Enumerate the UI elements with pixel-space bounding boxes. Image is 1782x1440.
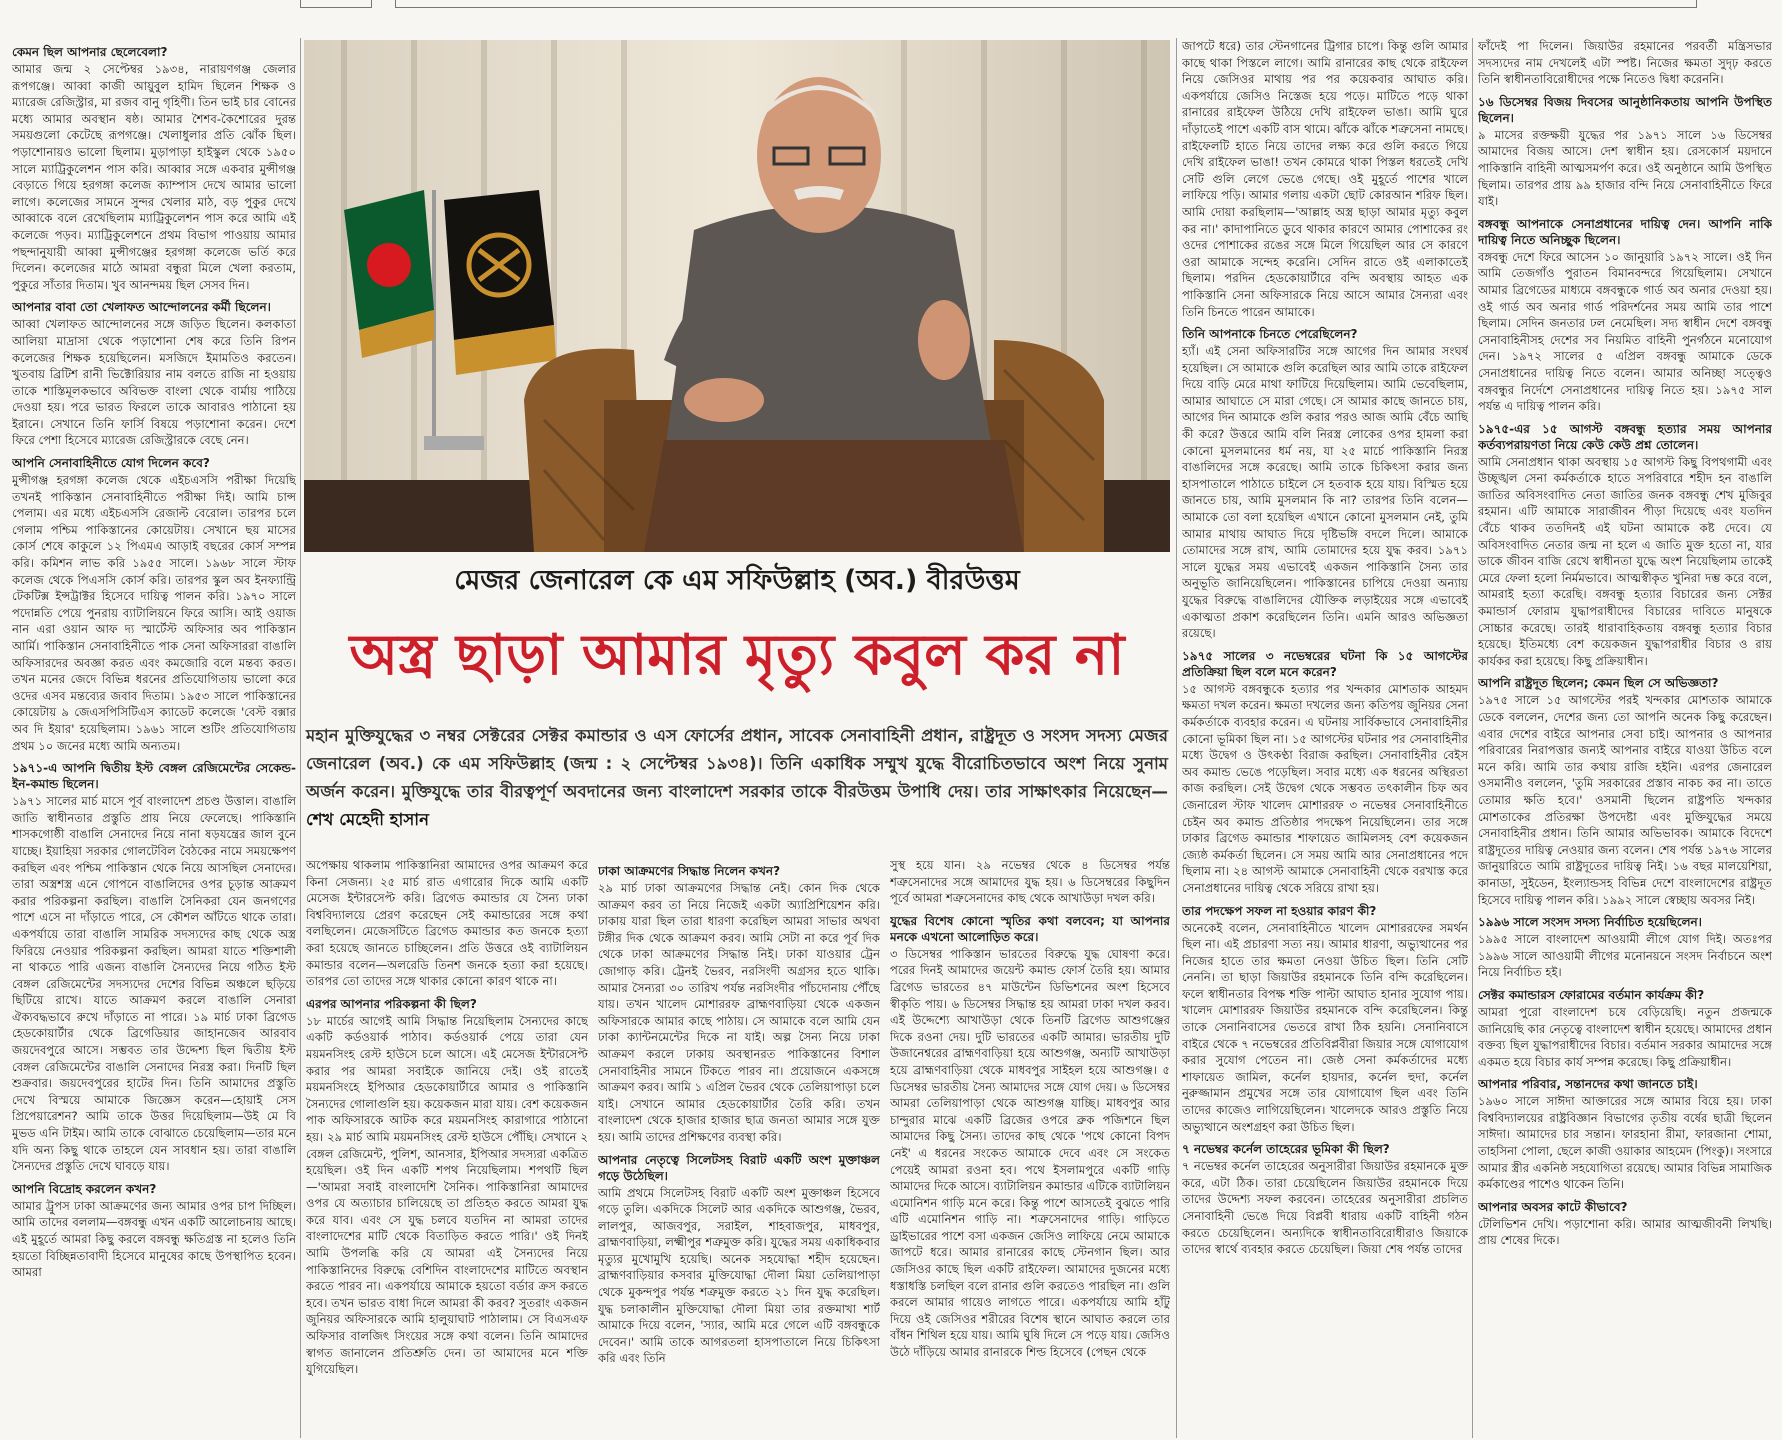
answer-paragraph: টেলিভিশন দেখি। পড়াশোনা করি। আমার আত্মজীবনী লিখছি। প্রায় শেষের দিকে। [1478, 1216, 1772, 1248]
question-heading: ৭ নভেম্বর কর্নেল তাহেরের ভূমিকা কী ছিল? [1182, 1142, 1390, 1157]
answer-paragraph: সুস্থ হয়ে যান। ২৯ নভেম্বর থেকে ৪ ডিসেম্বর পর্যন্ত শত্রুসেনাদের সঙ্গে আমাদের যুদ্ধ হয়। ৬ ডিসেম্বরের কিছুদিন পূর্বে আমরা শত্রুসেনাদের কাছ থেকে আখাউড়া দখল করি। [890, 858, 1170, 906]
portrait-illustration [304, 40, 1170, 552]
answer-paragraph: ৯ মাসের রক্তক্ষয়ী যুদ্ধের পর ১৯৭১ সালে ১৬ ডিসেম্বর আমাদের বিজয় আসে। দেশ স্বাধীন হয়। রেসকোর্স ময়দানে পাকিস্তানি বাহিনী আত্মসমর্পণ করে। ওই অনুষ্ঠানে আমি উপস্থিত ছিলাম। তারপর প্রায় ৯৯ হাজার বন্দি নিয়ে সেনাবাহিনীতে ফিরে যাই। [1478, 127, 1772, 209]
question-heading: ১৯৭১-এ আপনি দ্বিতীয় ইস্ট বেঙ্গল রেজিমেন্টের সেকেন্ড-ইন-কমান্ড ছিলেন। [12, 761, 296, 792]
question-heading: ১৯৭৫-এর ১৫ আগস্ট বঙ্গবন্ধু হত্যার সময় আপনার কর্তব্যপরায়ণতা নিয়ে কেউ কেউ প্রশ্ন তোলেন। [1478, 421, 1772, 452]
answer-paragraph: ১৯৬০ সালে সাঈদা আক্তারের সঙ্গে আমার বিয়ে হয়। ঢাকা বিশ্ববিদ্যালয়ের রাষ্ট্রবিজ্ঞান বিভাগের তৃতীয় বর্ষের ছাত্রী ছিলেন সাঈদা। আমাদের চার সন্তান। ফারহানা রীমা, ফারজানা শোমা, তাহসিনা পোলা, ছেলে কাজী ওয়াকার আহমেদ (পিংকু)। সংসারে আমার স্ত্রীর একনিষ্ঠ সহযোগিতা রয়েছে। আমার বিভিন্ন সামাজিক কর্মকাণ্ডের পাশেও থাকেন তিনি। [1478, 1094, 1772, 1192]
answer-paragraph: ১৫ আগস্ট বঙ্গবন্ধুকে হত্যার পর খন্দকার মোশতাক আহমদ ক্ষমতা দখল করেন। ক্ষমতা দখলের জন্য কতিপয় জুনিয়র সেনা কর্মকর্তাকে ব্যবহার করেন। এ ঘটনায় সার্বিকভাবে সেনাবাহিনীর কোনো ভূমিকা ছিল না। ১৫ আগস্টের ঘটনার পর সেনাবাহিনীর মধ্যে উদ্বেগ ও উৎকণ্ঠা বিরাজ করছিল। সেনাবাহিনীর বেইস অব কমান্ড ভেঙে পড়েছিল। সবার মধ্যে এক ধরনের অস্থিরতা কাজ করছিল। সেই উদ্বেগ থেকে সম্ভবত তৎকালীন চিফ অব জেনারেল স্টাফ খালেদ মোশাররফ ৩ নভেম্বর সেনাবাহিনীতে চেইন অব কমান্ড প্রতিষ্ঠার পদক্ষেপ নিয়েছিলেন। তার সঙ্গে ঢাকার ব্রিগেড কমান্ডার শাফায়েত জামিলসহ বেশ কয়েকজন জ্যেষ্ঠ কর্মকর্তা ছিলেন। সে সময় আমি আর সেনাপ্রধানের পদে ছিলাম না। ২৪ আগস্ট আমাকে সেনাবাহিনী থেকে বরখাস্ত করে সেনাপ্রধানের দায়িত্ব থেকে সরিয়ে রাখা হয়। [1182, 681, 1468, 895]
column-rule [1472, 38, 1473, 1438]
answer-paragraph: হ্যাঁ। এই সেনা অফিসারটির সঙ্গে আগের দিন আমার সংঘর্ষ হয়েছিল। সে আমাকে গুলি করেছিল আর আমি তাকে রাইফেল দিয়ে বাড়ি মেরে মাথা ফাটিয়ে দিয়েছিলাম। আমি ভেবেছিলাম, আমার আঘাতে সে মারা গেছে। সে আমার কাছে জানতে চায়, আগের দিন আমাকে গুলি করার পরও আজ আমি বেঁচে আছি কী করে? উত্তরে আমি বলি নিরস্ত্র লোকের ওপর হামলা করা কোনো মুসলমানের ধর্ম নয়, যা ২৫ মার্চে পাকিস্তানি নিরস্ত্র বাঙালিদের সঙ্গে করেছে। আমি তাকে চিকিৎসা করার জন্য হাসপাতালে পাঠাতে চাইলে সে হতবাক হয়ে যায়। বিস্মিত হয়ে জানতে চায়, আমি মুসলমান কি না? তারপর তিনি বলেন—আমাকে তো বলা হয়েছিল এখানে কোনো মুসলমান নেই, তুমি আমার মাথায় আঘাত দিয়ে দৃষ্টিভঙ্গি বদলে দিলে। আমাকে তোমাদের সঙ্গে রাখ, আমি তোমাদের হয়ে যুদ্ধ করব। ১৯৭১ সালে যুদ্ধের সময় এভাবেই একজন পাকিস্তানি সৈন্য তার অনুভূতি জানিয়েছিলেন। পাকিস্তানের চাপিয়ে দেওয়া অন্যায় যুদ্ধের বিরুদ্ধে বাঙালিদের যৌক্তিক লড়াইয়ের সঙ্গে এভাবেই একাত্মতা প্রকাশ করেছিলেন তিনি। এমনি আরও অভিজ্ঞতা রয়েছে। [1182, 344, 1468, 641]
headline: অস্ত্র ছাড়া আমার মৃত্যু কবুল কর না [349, 623, 1125, 688]
question-heading: আপনার বাবা তো খেলাফত আন্দোলনের কর্মী ছিলেন। [12, 300, 271, 315]
question-heading: আপনার অবসর কাটে কীভাবে? [1478, 1199, 1628, 1214]
portrait-photo [304, 40, 1170, 552]
question-heading: বঙ্গবন্ধু আপনাকে সেনাপ্রধানের দায়িত্ব দেন। আপনি নাকি দায়িত্ব নিতে অনিচ্ছুক ছিলেন। [1478, 216, 1772, 247]
answer-paragraph: ১৯৭১ সালের মার্চ মাসে পূর্ব বাংলাদেশ প্রচণ্ড উত্তাল। বাঙালি জাতি স্বাধীনতার প্রস্তুতি প্রায় নিয়ে ফেলেছে। পাকিস্তানি শাসকগোষ্ঠী বাঙালি সেনাদের নিয়ে নানা ষড়যন্ত্রের জাল বুনে যাচ্ছে। ইয়াহিয়া সরকার গোলটেবিল বৈঠকের নামে সময়ক্ষেপণ করছিল এবং পশ্চিম পাকিস্তান থেকে নিয়ে আসছিল সেনাদের। তারা অস্ত্রশস্ত্র এনে গোপনে বাঙালিদের ওপর চূড়ান্ত আক্রমণ করার পরিকল্পনা করছিল। বাঙালি সৈনিকরা যেন জনগণের পাশে এসে না দাঁড়াতে পারে, সে কৌশল আঁটতে থাকে তারা। একপর্যায়ে তারা বাঙালি সামরিক সদস্যদের কাছ থেকে অস্ত্র ফিরিয়ে নেওয়ার পরিকল্পনা করছিল। আমরা যাতে শক্তিশালী না থাকতে পারি এজন্য বাঙালি সৈন্যদের নিয়ে গঠিত ইস্ট বেঙ্গল রেজিমেন্টের সদস্যদের দেশের বিভিন্ন অঞ্চলে ছড়িয়ে ছিটিয়ে রাখে। যাতে আক্রমণ করলে বাঙালি সেনারা ঐক্যবদ্ধভাবে রুখে দাঁড়াতে না পারে। ১৯ মার্চ ঢাকা ব্রিগেড হেডকোয়ার্টার থেকে ব্রিগেডিয়ার জাহানজেব আরবাব জয়দেবপুরে আসে। সম্ভবত তার উদ্দেশ্য ছিল দ্বিতীয় ইস্ট বেঙ্গল রেজিমেন্টের বাঙালি সেনাদের নিরস্ত্র করা। দিনটি ছিল শুক্রবার। জয়দেবপুরের হাটের দিন। তিনি আমাদের প্রস্তুতি দেখে বিস্ময়ে আমাকে জিজ্ঞেস করেন—হোয়াই সেস প্রিপেয়ারেশন? আমি তাকে উত্তর দিয়েছিলাম—উই মে বি মুভড এনি টাইম। আমি তাকে বোঝাতে চেয়েছিলাম—তার মনে যদি অন্য কিছু থাকে তাহলে যেন সাবধান হয়। তারা বাঙালি সৈন্যদের প্রস্তুতি দেখে ঘাবড়ে যায়। [12, 794, 296, 1174]
question-heading: তিনি আপনাকে চিনতে পেরেছিলেন? [1182, 327, 1358, 342]
column-rule [300, 38, 301, 1438]
byline: মেজর জেনারেল কে এম সফিউল্লাহ (অব.) বীরউত্তম [454, 565, 1020, 596]
answer-paragraph: আমার জন্ম ২ সেপ্টেম্বর ১৯৩৪, নারায়ণগঞ্জ জেলার রূপগঞ্জে। আব্বা কাজী আয়ুবুল হামিদ ছিলেন শিক্ষক ও ম্যারেজ রেজিস্ট্রার, মা রজব বানু গৃহিণী। তিন ভাই চার বোনের মধ্যে আমার অবস্থান ষষ্ঠ। আমার শৈশব-কৈশোরের দুরন্ত সময়গুলো কেটেছে রূপগঞ্জে। খেলাধুলার প্রতি ঝোঁক ছিল। পড়াশোনায়ও ভালো ছিলাম। মুড়াপাড়া হাইস্কুল থেকে ১৯৫০ সালে ম্যাট্রিকুলেশন পাস করি। আব্বার সঙ্গে একবার মুন্সীগঞ্জ বেড়াতে গিয়ে হরগঙ্গা কলেজ ক্যাম্পাস দেখে আমার ভালো লাগে। কলেজের সামনে সুন্দর খেলার মাঠ, বড় পুকুর দেখে আব্বাকে বলে রেখেছিলাম ম্যাট্রিকুলেশন পাস করে আমি এই কলেজে পড়ব। ম্যাট্রিকুলেশনে প্রথম বিভাগ পাওয়ায় আমার পছন্দানুযায়ী আব্বা মুন্সীগঞ্জের হরগঙ্গা কলেজে ভর্তি করে দিলেন। কলেজের মাঠে আমরা বন্ধুরা মিলে খেলা করতাম, পুকুরে সাঁতার দিতাম। খুব আনন্দময় ছিল সেসব দিন। [12, 62, 296, 292]
column-2 [306, 857, 588, 1437]
army-flag-icon [444, 190, 556, 375]
answer-paragraph: ফাঁদেই পা দিলেন। জিয়াউর রহমানের পরবর্তী মন্ত্রিসভার সদস্যদের নাম দেখলেই এটা স্পষ্ট। নিজের ক্ষমতা সুদৃঢ় করতে তিনি স্বাধীনতাবিরোধীদের পক্ষে নিতেও দ্বিধা করেননি। [1478, 39, 1772, 87]
answer-paragraph: আমরা পুরো বাংলাদেশ চষে বেড়িয়েছি। নতুন প্রজন্মকে জানিয়েছি কার নেতৃত্বে বাংলাদেশ স্বাধীন হয়েছে। আমাদের প্রধান বক্তব্য ছিল যুদ্ধাপরাধীদের বিচার। বর্তমান সরকার আমাদের সঙ্গে একমত হয়ে বিচার কার্য সম্পন্ন করেছে। কিছু প্রক্রিয়াধীন। [1478, 1004, 1772, 1069]
col2-text: অপেক্ষায় থাকলাম পাকিস্তানিরা আমাদের ওপর আক্রমণ করে কিনা সেজন্য। ২৫ মার্চ রাত এগারোর দিকে আমি একটি মেসেজ ইন্টারসেপ্ট করি। ব্রিগেড কমান্ডার যে সৈন্য ঢাকা বিশ্ববিদ্যালয়ে প্রেরণ করেছেন সেই কমান্ডারের সঙ্গে কথা বলছিলেন। মেজেসটিতে ব্রিগেড কমান্ডার কত জনকে হত্যা করা হয়েছে জানতে চাচ্ছিলেন। প্রতি উত্তরে ওই ব্যাটালিয়ন কমান্ডার বলেন—অলরেডি তিনশ জনকে হত্যা করা হয়েছে। তারপর তো তাদের সঙ্গে থাকার কোনো কারণ থাকে না। [306, 858, 588, 989]
answer-paragraph: আমি সেনাপ্রধান থাকা অবস্থায় ১৫ আগস্ট কিছু বিপথগামী এবং উচ্ছৃঙ্খল সেনা কর্মকর্তাকে হাতে সপরিবারে শহীদ হন বাঙালি জাতির অবিসংবাদিত নেতা জাতির জনক বঙ্গবন্ধু শেখ মুজিবুর রহমান। এটি আমাকে সারাজীবন পীড়া দিয়েছে এবং যতদিন বেঁচে থাকব ততদিনই এই ঘটনা আমাকে কষ্ট দেবে। যে অবিসংবাদিত নেতার জন্ম না হলে এ জাতি মুক্ত হতো না, যার ডাকে জীবন বাজি রেখে স্বাধীনতা যুদ্ধে অংশ নিয়েছিলাম তাকেই মেরে ফেলা হলো নির্মমভাবে। আত্মস্বীকৃত খুনিরা দম্ভ করে বলে, আমরাই হত্যা করেছি। বঙ্গবন্ধু হত্যার বিচারের জন্য সেক্টর কমান্ডার্স ফোরাম যুদ্ধাপরাধীদের বিচারের দাবিতে মানুষকে সোচ্চার করেছে। তারই ধারাবাহিকতায় বঙ্গবন্ধু হত্যার বিচার হয়েছে। ইতিমধ্যে বেশ কয়েকজন যুদ্ধাপরাধীর বিচার ও রায় কার্যকর করা হয়েছে। কিছু প্রক্রিয়াধীন। [1478, 454, 1772, 668]
question-heading: ঢাকা আক্রমণের সিদ্ধান্ত নিলেন কখন? [598, 864, 781, 878]
top-border [0, 0, 1782, 14]
column-4 [890, 857, 1170, 1437]
answer-paragraph: ৭ নভেম্বর কর্নেল তাহেরের অনুসারীরা জিয়াউর রহমানকে মুক্ত করে, এটা ঠিক। তারা চেয়েছিলেন জিয়াউর রহমানকে দিয়ে তাদের উদ্দেশ্য সফল করবেন। তাহেরের অনুসারীরা প্রচলিত সেনাবাহিনী ভেঙে দিয়ে বিপ্লবী ধারায় একটি বাহিনী গঠন করতে চেয়েছিলেন। অন্যদিকে স্বাধীনতাবিরোধীরাও জিয়াকে তাদের স্বার্থে ব্যবহার করতে চেয়েছিল। জিয়া শেষ পর্যন্ত তাদের [1182, 1159, 1468, 1257]
column-3 [598, 857, 880, 1437]
column-5 [1182, 38, 1468, 1438]
answer-paragraph: ৩ ডিসেম্বর পাকিস্তান ভারতের বিরুদ্ধে যুদ্ধ ঘোষণা করে। পরের দিনই আমাদের জয়েন্ট কমান্ড ফোর্স তৈরি হয়। আমার ব্রিগেড ভারতের ৪৭ মাউন্টেন ডিভিশনের অংশ হিসেবে স্বীকৃতি পায়। ৬ ডিসেম্বর সিদ্ধান্ত হয় আমরা ঢাকা দখল করব। এই উদ্দেশ্যে আখাউড়া থেকে তিনটি ব্রিগেড আশুগঞ্জের দিকে রওনা দেয়। দুটি ভারতের একটি আমার। ভারতীয় দুটি উজানেশ্বরের ব্রাহ্মণবাড়িয়া হয়ে আশুগঞ্জ, অন্যটি আখাউড়া হয়ে ব্রাহ্মণবাড়িয়া থেকে মাধবপুর সাইহল হয়ে আশুগঞ্জ। ৫ ডিসেম্বর ভারতীয় সৈন্য আমাদের সঙ্গে যোগ দেয়। ৬ ডিসেম্বর আমরা তেলিয়াপাড়া থেকে আশুগঞ্জ যাচ্ছি। মাধবপুর আর চান্দুরার মাঝে একটি ব্রিজের ওপরে ব্রুক পজিশনে ছিল আমাদের কিছু সৈন্য। তাদের কাছ থেকে 'পথে কোনো বিপদ নেই' এ ধরনের সংকেত আমাকে দেবে এবং সে সংকেত পেয়েই আমরা রওনা হব। পথে ইসলামপুরে একটি গাড়ি আমাদের দিকে আসে। ব্যাটালিয়ন কমান্ডার এটিকে ব্যাটালিয়ন এমোনিশন গাড়ি মনে করে। কিন্তু পাশে আসতেই বুঝতে পারি এটি এমোনিশন গাড়ি না। শত্রুসেনাদের গাড়ি। গাড়িতে ড্রাইভারের পাশে বসা একজন জেসিও লাফিয়ে নেমে আমাকে জাপটে ধরে। আমার রানারের কাছে স্টেনগান ছিল। আর জেসিওর কাছে ছিল একটি রাইফেল। আমাদের দুজনের মধ্যে ধস্তাধস্তি চলছিল বলে রানার গুলি করতেও পারছিল না। গুলি করলে আমার গায়েও লাগতে পারে। একপর্যায়ে আমি হাঁটু দিয়ে ওই জেসিওর শরীরের বিশেষ স্থানে আঘাত করলে তার বাঁধন শিথিল হয়ে যায়। আমি ঘুষি দিলে সে পড়ে যায়। জেসিও উঠে দাঁড়িয়ে আমার রানারকে শিল্ড হিসেবে (পেছন থেকে [890, 946, 1170, 1360]
column-6 [1478, 38, 1772, 1438]
question-heading: ১৬ ডিসেম্বর বিজয় দিবসের আনুষ্ঠানিকতায় আপনি উপস্থিত ছিলেন। [1478, 94, 1772, 125]
column-rule [1176, 38, 1177, 1438]
question-heading: আপনার পরিবার, সন্তানদের কথা জানতে চাই। [1478, 1077, 1698, 1092]
answer-paragraph: মুন্সীগঞ্জ হরগঙ্গা কলেজ থেকে এইচএসসি পরীক্ষা দিয়েছি তখনই পাকিস্তান সেনাবাহিনীতে পরীক্ষা দিই। আমি চান্স পেলাম। এর মধ্যে এইচএসসি রেজাল্ট বেরোল। তারপর চলে গেলাম পশ্চিম পাকিস্তানের কোয়েটায়। সেখানে ছয় মাসের কোর্স শেষে কাকুলে ১২ পিএমএ আড়াই বছরের কোর্স সম্পন্ন করি। কমিশন লাভ করি ১৯৫৫ সালে। ১৯৬৮ সালে স্টাফ কলেজ থেকে পিএসসি কোর্স করি। তারপর স্কুল অব ইনফ্যান্ট্রি টেকটিক্স ইন্সট্রাক্টর হিসেবে দায়িত্ব পালন করি। ১৯৭০ সালে পদোন্নতি পেয়ে পুনরায় ব্যাটালিয়নে ফিরে আসি। আই ওয়াজ নান এরা ওয়ান আফ দ্য স্মার্টেস্ট অফিসার অব পাকিস্তান আর্মি। পাকিস্তান সেনাবাহিনীতে পাক সেনা অফিসাররা বাঙালি অফিসারদের অবজ্ঞা করত এবং কমজোরি বলে মন্তব্য করত। তখন মনের জেদে বিভিন্ন ধরনের প্রতিযোগিতায় ভালো করে ওদের এসব মন্তব্যের জবাব দিতাম। ১৯৫৩ সালে পাকিস্তানের কোয়েটায় ৯ জেএসপিসিটিএস ক্যাডেট কলেজে 'বেস্ট বক্সার অব দি ইয়ার' হয়েছিলাম। ১৯৬১ সালে শুটিং প্রতিযোগিতায় প্রথম ১০ জনের মধ্যে আমি অন্যতম। [12, 473, 296, 753]
col2-question: এরপর আপনার পরিকল্পনা কী ছিল? [306, 996, 477, 1011]
col2-text-b: ১৮ মার্চের আগেই আমি সিদ্ধান্ত নিয়েছিলাম সৈন্যদের কাছে একটি কর্ডওয়ার্ক পাঠাব। কর্ডওয়ার্ক পেয়ে তারা যেন ময়মনসিংহ রেস্ট হাউসে চলে আসে। এই মেসেজ ইন্টারসেপ্ট করার পর আমরা সবাইকে জানিয়ে দেই। ওই রাতেই ময়মনসিংহে ইপিআর হেডকোয়ার্টারে আমার ও পাকিস্তানি সৈন্যদের গোলাগুলি হয়। কয়েকজন মারা যায়। বেশ কয়েকজন পাক অফিসারকে আটক করে ময়মনসিংহ কারাগারে পাঠানো হয়। ২৯ মার্চ আমি ময়মনসিংহ রেস্ট হাউসে পৌঁছি। সেখানে ২ বেঙ্গল রেজিমেন্ট, পুলিশ, আনসার, ইপিআর সদস্যরা একত্রিত হয়েছিল। ওই দিন একটি শপথ নিয়েছিলাম। শপথটি ছিল—'আমরা সবাই বাংলাদেশি সৈনিক। পাকিস্তানিরা আমাদের ওপর যে অত্যাচার চালিয়েছে তা প্রতিহত করতে আমরা যুদ্ধ করে যাব। এবং সে যুদ্ধ চলবে যতদিন না আমরা তাদের বাংলাদেশের মাটি থেকে বিতাড়িত করতে পারি।' ওই দিনই আমি উপলব্ধি করি যে আমরা এই সৈন্যদের নিয়ে পাকিস্তানিদের বিরুদ্ধে বেশিদিন বাংলাদেশের মাটিতে অবস্থান করতে পারব না। একপর্যায়ে আমাকে হয়তো বর্ডার ক্রস করতে হবে। তখন ভারত বাধা দিলে আমরা কী করব? সুতরাং একজন জুনিয়র অফিসারকে আমি হালুয়াঘাট পাঠালাম। সে বিএসএফ অফিসার বালজিৎ সিংয়ের সঙ্গে কথা বলেন। তিনি আমাদের স্বাগত জানালেন প্রতিশ্রুতি দেন। তা আমাদের মনে শক্তি যুগিয়েছিল। [306, 1013, 588, 1377]
question-heading: সেক্টর কমান্ডারস ফোরামের বর্তমান কার্যক্রম কী? [1478, 987, 1705, 1002]
author-name: শেখ মেহেদী হাসান [306, 810, 430, 829]
question-heading: আপনার নেতৃত্বে সিলেটসহ বিরাট একটি অংশ মুক্তাঞ্চল গড়ে উঠেছিল। [598, 1152, 880, 1183]
intro-paragraph [306, 722, 1168, 834]
question-heading: তার পদক্ষেপ সফল না হওয়ার কারণ কী? [1182, 903, 1377, 918]
question-heading: আপনি রাষ্ট্রদূত ছিলেন; কেমন ছিল সে অভিজ্ঞতা? [1478, 676, 1719, 691]
answer-paragraph: ১৯৯৫ সালে বাংলাদেশ আওয়ামী লীগে যোগ দিই। অতঃপর ১৯৯৬ সালে আওয়ামী লীগের মনোনয়নে সংসদ নির্বাচনে অংশ নিয়ে নির্বাচিত হই। [1478, 932, 1772, 980]
question-heading: আপনি সেনাবাহিনীতে যোগ দিলেন কবে? [12, 456, 210, 471]
answer-paragraph: আমার ট্রুপস ঢাকা আক্রমণের জন্য আমার ওপর চাপ দিচ্ছিল। আমি তাদের বললাম—বঙ্গবন্ধু এখন একটি আলোচনায় আছে। এই মুহূর্তে আমরা কিছু করলে বঙ্গবন্ধু ক্ষতিগ্রস্ত না হলেও তিনি হয়তো বিচ্ছিন্নতাবাদী হিসেবে মানুষের কাছে উপস্থাপিত হবেন। আমরা [12, 1198, 296, 1280]
answer-paragraph: ১৯৭৫ সালে ১৫ আগস্টের পরই খন্দকার মোশতাক আমাকে ডেকে বললেন, দেশের জন্য তো আপনি অনেক কিছু করেছেন। এবার দেশের বাইরে আপনার সেবা চাই। আপনার ও আপনার পরিবারের নিরাপত্তার জন্যই আপনার বাইরে যাওয়া উচিত বলে মনে করি। আমি তার কথায় রাজি হইনি। এরপর জেনারেল ওসমানীও বললেন, 'তুমি সরকারের প্রস্তাব নাকচ কর না। তাতে তোমার ক্ষতি হবে।' ওসমানী ছিলেন রাষ্ট্রপতি খন্দকার মোশতাকের প্রতিরক্ষা উপদেষ্টা এবং মুক্তিযুদ্ধের সময়ে সেনাবাহিনীর প্রধান। তিনি আমার অভিভাবক। আমাকে বিদেশে রাষ্ট্রদূতের দায়িত্ব নেওয়ার জন্য বলেন। শেষ পর্যন্ত ১৯৭৬ সালের জানুয়ারিতে আমি রাষ্ট্রদূতের দায়িত্ব নিই। ১৬ বছর মালয়েশিয়া, কানাডা, সুইডেন, ইংল্যান্ডসহ বিভিন্ন দেশে বাংলাদেশের রাষ্ট্রদূত হিসেবে দায়িত্ব পালন করি। ১৯৯২ সালে স্বেচ্ছায় অবসর নিই। [1478, 693, 1772, 907]
question-heading: আপনি বিদ্রোহ করলেন কখন? [12, 1181, 157, 1196]
answer-paragraph: ২৯ মার্চ ঢাকা আক্রমণের সিদ্ধান্ত নেই। কোন দিক থেকে আক্রমণ করব তা নিয়ে নিজেই একটা অ্যাপ্রিশিয়েশন করি। ঢাকায় যারা ছিল তারা ধারণা করেছিল আমরা সাভার অথবা টঙ্গীর দিক থেকে আক্রমণ করব। আমি সেটা না করে পূর্ব দিক থেকে ঢাকা আক্রমণের সিদ্ধান্ত নিই। ঢাকা যাওয়ার ট্রেন জোগাড় করি। ট্রেনই ভৈরব, নরসিংদী অগ্রসর হতে থাকি। আমার সৈন্যরা ৩০ তারিখ পর্যন্ত নরসিংদীর পাঁচদোনায় পৌঁছে যায়। তখন খালেদ মোশাররফ ব্রাহ্মণবাড়িয়া থেকে একজন অফিসারকে আমার কাছে পাঠায়। সে আমাকে বলে আমি যেন ঢাকা ক্যান্টনমেন্টের দিকে না যাই। অল্প সৈন্য নিয়ে ঢাকা আক্রমণ করলে ঢাকায় অবস্থানরত পাকিস্তানের বিশাল সেনাবাহিনীর সামনে টিকতে পারব না। প্রয়োজনে একসঙ্গে আক্রমণ করব। আমি ১ এপ্রিল ভৈরব থেকে তেলিয়াপাড়া চলে যাই। সেখানে আমার হেডকোয়ার্টার তৈরি করি। তখন বাংলাদেশ থেকে হাজার হাজার ছাত্র জনতা আমার সঙ্গে যুক্ত হয়। আমি তাদের প্রশিক্ষণের ব্যবস্থা করি। [598, 881, 880, 1144]
question-heading: যুদ্ধের বিশেষ কোনো স্মৃতির কথা বলবেন; যা আপনার মনকে এখনো আলোড়িত করে। [890, 913, 1170, 944]
answer-paragraph: বঙ্গবন্ধু দেশে ফিরে আসেন ১০ জানুয়ারি ১৯৭২ সালে। ওই দিন আমি তেজগাঁও পুরাতন বিমানবন্দরে গিয়েছিলাম। সেখানে আমার ব্রিগেডের মাধ্যমে বঙ্গবন্ধুকে গার্ড অব অনার দেওয়া হয়। ওই গার্ড অব অনার গার্ড পরিদর্শনের সময় আমি তার পাশে ছিলাম। সেদিন জনতার ঢল নেমেছিল। সদ্য স্বাধীন দেশে বঙ্গবন্ধু সেনাবাহিনীসহ দেশের সব নিয়মিত বাহিনী পুনর্গঠনে মনোযোগ দেন। ১৯৭২ সালের ৫ এপ্রিল বঙ্গবন্ধু আমাকে ডেকে সেনাপ্রধানের দায়িত্ব নিতে বলেন। আমার অনিচ্ছা সত্ত্বেও বঙ্গবন্ধুর নির্দেশে সেনাপ্রধানের দায়িত্ব নিতে হয়। ১৯৭৫ সাল পর্যন্ত এ দায়িত্ব পালন করি। [1478, 249, 1772, 414]
answer-paragraph: আমি প্রথমে সিলেটসহ বিরাট একটি অংশ মুক্তাঞ্চল হিসেবে গড়ে তুলি। একদিকে সিলেট আর একদিকে আশুগঞ্জ, ভৈরব, লালপুর, আজবপুর, সরাইল, শাহবাজপুর, মাধবপুর, ব্রাহ্মণবাড়িয়া, লক্ষ্মীপুর শত্রুমুক্ত করি। যুদ্ধের সময় একাধিকবার মৃত্যুর মুখোমুখি হয়েছি। অনেক সহযোদ্ধা শহীদ হয়েছেন। ব্রাহ্মণবাড়িয়ার কসবার মুক্তিযোদ্ধা দৌলা মিয়া তেলিয়াপাড়া থেকে মুকন্দপুর পর্যন্ত শত্রুমুক্ত করতে ২১ দিন যুদ্ধ করেছিল। যুদ্ধ চলাকালীন মুক্তিযোদ্ধা দৌলা মিয়া তার রক্তমাখা শার্ট আমাকে দিয়ে বলেন, 'স্যার, আমি মরে গেলে এটি বঙ্গবন্ধুকে দেবেন।' আমি তাকে আগরতলা হাসপাতালে নিয়ে চিকিৎসা করি এবং তিনি [598, 1185, 880, 1366]
column-1 [12, 38, 296, 1438]
answer-paragraph: অনেকেই বলেন, সেনাবাহিনীতে খালেদ মোশাররফের সমর্থন ছিল না। এই প্রচারণা সত্য নয়। আমার ধারণা, অভ্যুত্থানের পর নিজের হাতে তার ক্ষমতা নেওয়া উচিত ছিল। তিনি সেটি নেননি। তা ছাড়া জিয়াউর রহমানকে তিনি বন্দি করেছিলেন। ফলে স্বাধীনতার বিপক্ষ শক্তি পাল্টা আঘাত হানার সুযোগ পায়। খালেদ মোশাররফ জিয়াউর রহমানকে বন্দি করেছিলেন। কিন্তু তাকে সেনানিবাসের ভেতরে রাখা ঠিক হয়নি। সেনানিবাসে বাইরে থেকে ৭ নভেম্বরের প্রতিবিপ্লবীরা জিয়ার সঙ্গে যোগাযোগ করার সুযোগ পেতেন না। জেষ্ঠ সেনা কর্মকর্তাদের মধ্যে শাফায়েত জামিল, কর্নেল হায়দার, কর্নেল হুদা, কর্নেল নুরুজ্জামান প্রমুখের সঙ্গে তার যোগাযোগ ছিল এবং তিনি তাদের কাজেও লাগিয়েছিলেন। খালেদকে আরও প্রস্তুতি নিয়ে অভ্যুত্থানে অংশগ্রহণ করা উচিত ছিল। [1182, 920, 1468, 1134]
answer-paragraph: জাপটে ধরে) তার স্টেনগানের ট্রিগার চাপে। কিন্তু গুলি আমার কাছে থাকা পিস্তলে লাগে। আমি রানারের কাছ থেকে রাইফেল নিয়ে জেসিওর মাথায় পর পর কয়েকবার আঘাত করি। একপর্যায়ে জেসিও নিস্তেজ হয়ে পড়ে। মাটিতে পড়ে থাকা রানারের রাইফেল উঠিয়ে দেখি রাইফেল ভাঙা। আমি ঘুরে দাঁড়াতেই পাশে একটি বাস থামে। ঝাঁকে ঝাঁকে শত্রুসেনা নামছে। রাইফেলটি হাতে নিয়ে তাদের লক্ষ্য করে গুলি করতে গিয়ে দেখি রাইফেল ভাঙা! তখন কোমরে থাকা পিস্তল ধরতেই দেখি সেটি গুলি লেগে ভেঙে গেছে। ওই মুহূর্তে পাশের খালে লাফিয়ে পড়ি। আমার গলায় একটা ছোট কোরআন শরিফ ছিল। আমি দোয়া করছিলাম—'আল্লাহ অস্ত্র ছাড়া আমার মৃত্যু কবুল কর না।' কাদাপানিতে ডুবে থাকার কারণে আমার পোশাকের রং ওদের পোশাকের রঙের সঙ্গে মিলে গিয়েছিল আর সে কারণে ওরা আমাকে সন্দেহ করেনি। সেদিন রাতে ওই এলাকাতেই ছিলাম। পরদিন হেডকোয়ার্টারে বন্দি অবস্থায় আহত এক পাকিস্তানি সেনা অফিসারকে নিয়ে আসে আমার সৈন্যরা এবং তিনি চিনতে পারেন আমাকে। [1182, 39, 1468, 319]
question-heading: ১৯৯৬ সালে সংসদ সদস্য নির্বাচিত হয়েছিলেন। [1478, 915, 1702, 930]
question-heading: ১৯৭৫ সালের ৩ নভেম্বরের ঘটনা কি ১৫ আগস্টের প্রতিক্রিয়া ছিল বলে মনে করেন? [1182, 648, 1468, 679]
intro-text: মহান মুক্তিযুদ্ধের ৩ নম্বর সেক্টরের সেক্টর কমান্ডার ও এস ফোর্সের প্রধান, সাবেক সেনাবাহিনী প্রধান, রাষ্ট্রদূত ও সংসদ সদস্য মেজর জেনারেল (অব.) কে এম সফিউল্লাহ (জন্ম : ২ সেপ্টেম্বর ১৯৩৪)। তিনি একাধিক সম্মুখ যুদ্ধে বীরোচিতভাবে অংশ নিয়ে সুনাম অর্জন করেন। মুক্তিযুদ্ধে তার বীরত্বপূর্ণ অবদানের জন্য বাংলাদেশ সরকার তাকে বীরউত্তম উপাধি দেয়। তার সাক্ষাৎকার নিয়েছেন— [306, 726, 1168, 801]
question-heading: কেমন ছিল আপনার ছেলেবেলা? [12, 45, 168, 59]
answer-paragraph: আব্বা খেলাফত আন্দোলনের সঙ্গে জড়িত ছিলেন। কলকাতা আলিয়া মাদ্রাসা থেকে পড়াশোনা শেষ করে তিনি রিপন কলেজের শিক্ষক হয়েছিলেন। মসজিদে ইমামতিও করতেন। খুতবায় ব্রিটিশ রানী ভিক্টোরিয়ার নাম বলতে রাজি না হওয়ায় তাকে শাস্তিমূলকভাবে অবিভক্ত বাংলা থেকে বার্মায় পাঠিয়ে দেওয়া হয়। পরে ভারত ফিরলে তাকে আবারও পাঠানো হয় ইরানে। সেখানে তিনি ফার্সি বিষয়ে পড়াশোনা করেন। দেশে ফিরে পেশা হিসেবে ম্যারেজ রেজিস্ট্রারকে বেছে নেন। [12, 317, 296, 448]
